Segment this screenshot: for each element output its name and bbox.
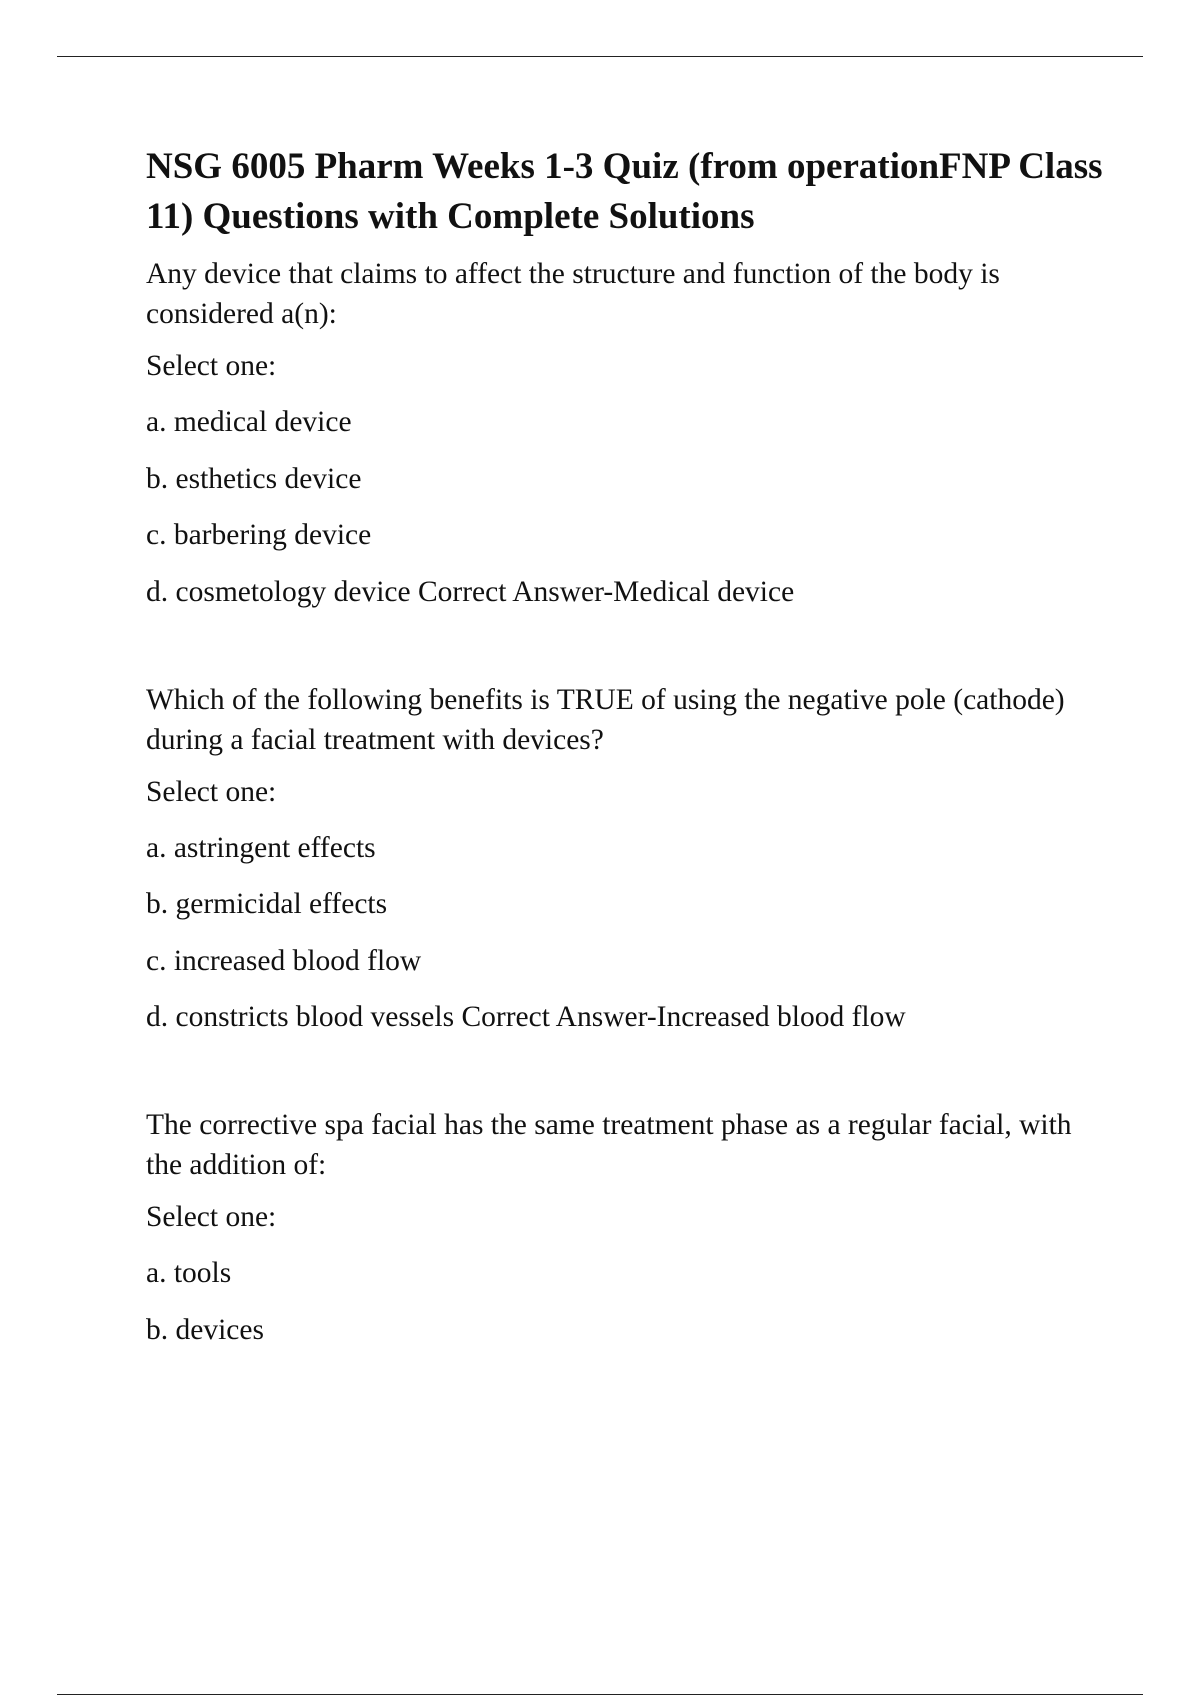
select-one-label: Select one:	[146, 350, 277, 382]
options-list	[146, 402, 1106, 612]
option-a: a. medical device	[146, 406, 352, 438]
question-prompt: The corrective spa facial has the same treatment phase as a regular facial, with the addition of:	[146, 1109, 1072, 1181]
question-2	[146, 680, 1106, 1038]
question-1	[146, 254, 1106, 612]
document-title: NSG 6005 Pharm Weeks 1-3 Quiz (from operationFNP Class 11) Questions with Complete Solutions	[146, 146, 1103, 237]
select-one-label: Select one:	[146, 1201, 277, 1233]
question-prompt: Any device that claims to affect the structure and function of the body is considered a(n):	[146, 258, 1000, 330]
option-d-text: d. constricts blood vessels	[146, 1001, 455, 1033]
bottom-divider	[57, 1694, 1143, 1695]
options-list	[146, 1253, 1106, 1350]
option-a: a. tools	[146, 1257, 232, 1289]
option-c: c. increased blood flow	[146, 944, 422, 977]
option-c: c. barbering device	[146, 519, 372, 551]
select-one-label: Select one:	[146, 775, 277, 808]
correct-answer: Correct Answer-Medical device	[417, 575, 795, 608]
option-b: b. esthetics device	[146, 462, 362, 495]
option-a: a. astringent effects	[146, 831, 376, 864]
question-3	[146, 1105, 1106, 1350]
document-body	[146, 142, 1106, 1350]
question-prompt: Which of the following benefits is TRUE of using the negative pole (cathode) during a facial treatment with devices?	[146, 683, 1065, 756]
option-d	[146, 997, 1106, 1037]
option-d	[146, 572, 1106, 612]
top-divider	[57, 56, 1143, 57]
option-b: b. germicidal effects	[146, 888, 388, 920]
option-b: b. devices	[146, 1313, 264, 1346]
correct-answer: Correct Answer-Increased blood flow	[461, 1001, 906, 1033]
options-list	[146, 828, 1106, 1038]
option-d-text: d. cosmetology device	[146, 575, 411, 608]
